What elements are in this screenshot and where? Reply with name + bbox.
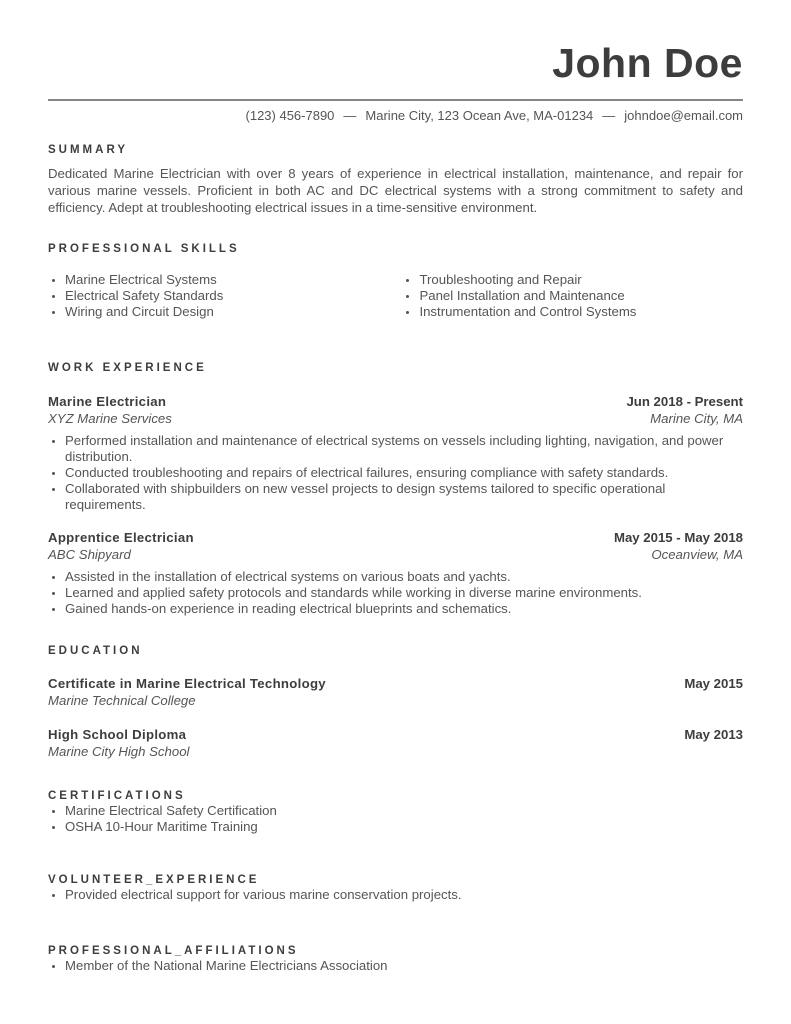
certification-item: • Marine Electrical Safety Certification <box>65 803 743 819</box>
job-bullet-list <box>48 569 743 618</box>
job-subheader <box>48 547 743 563</box>
education-subheader <box>48 693 743 709</box>
volunteer-list <box>48 887 743 903</box>
education-entry <box>48 727 743 760</box>
skill-item: • Instrumentation and Control Systems <box>419 304 743 320</box>
skill-item: • Troubleshooting and Repair <box>419 272 743 288</box>
contact-email: johndoe@email.com <box>624 108 743 124</box>
skill-item: • Marine Electrical Systems <box>65 272 402 288</box>
degree-title: Certificate in Marine Electrical Technology <box>48 676 326 692</box>
contact-separator: — <box>602 108 616 124</box>
degree-date: May 2013 <box>684 727 743 743</box>
affiliations-heading: PROFESSIONAL_AFFILIATIONS <box>48 944 299 957</box>
job-location: Marine City, MA <box>650 410 743 426</box>
job-bullet: • Learned and applied safety protocols and standards while working in diverse marine environments. <box>65 585 743 601</box>
job-bullet-list <box>48 433 743 514</box>
education-entry <box>48 676 743 709</box>
header-divider <box>48 99 743 101</box>
contact-address: Marine City, 123 Ocean Ave, MA-01234 <box>365 108 594 124</box>
skills-heading: PROFESSIONAL SKILLS <box>48 243 240 256</box>
skills-list-right <box>402 272 743 319</box>
skills-list-left <box>48 272 402 319</box>
job-bullet: • Collaborated with shipbuilders on new vessel projects to design systems tailored to specific operational requirements. <box>65 481 743 513</box>
section-experience <box>48 362 743 618</box>
skills-columns <box>48 272 743 319</box>
job-entry <box>48 530 743 618</box>
job-location: Oceanview, MA <box>651 546 743 562</box>
contact-line <box>48 108 743 124</box>
job-subheader <box>48 411 743 427</box>
certifications-list <box>48 803 743 835</box>
certifications-heading: CERTIFICATIONS <box>48 790 186 803</box>
skill-item: • Electrical Safety Standards <box>65 288 402 304</box>
job-bullet: • Conducted troubleshooting and repairs of electrical failures, ensuring compliance with safety standards. <box>65 465 743 481</box>
volunteer-heading: VOLUNTEER_EXPERIENCE <box>48 873 260 886</box>
job-company: ABC Shipyard <box>48 546 131 562</box>
job-bullet: • Performed installation and maintenance of electrical systems on vessels including lighting, navigation, and power distribution. <box>65 433 743 465</box>
job-company: XYZ Marine Services <box>48 410 172 426</box>
job-entry <box>48 394 743 514</box>
section-affiliations <box>48 945 743 974</box>
education-header <box>48 727 743 743</box>
candidate-name: John Doe <box>552 40 743 86</box>
certification-item: • OSHA 10-Hour Maritime Training <box>65 819 743 835</box>
experience-heading: WORK EXPERIENCE <box>48 361 207 374</box>
section-volunteer <box>48 874 743 903</box>
contact-separator: — <box>343 108 357 124</box>
job-dates: Jun 2018 - Present <box>626 393 743 409</box>
skill-item: • Wiring and Circuit Design <box>65 304 402 320</box>
school-name: Marine Technical College <box>48 693 196 709</box>
section-skills <box>48 243 743 319</box>
contact-phone: (123) 456-7890 <box>245 108 335 124</box>
job-title: Apprentice Electrician <box>48 529 194 545</box>
volunteer-item: • Provided electrical support for various marine conservation projects. <box>65 887 743 903</box>
summary-heading: SUMMARY <box>48 144 128 157</box>
section-education <box>48 645 743 760</box>
skill-item: • Panel Installation and Maintenance <box>419 288 743 304</box>
education-subheader <box>48 744 743 760</box>
job-header <box>48 394 743 410</box>
skills-column-left <box>48 272 402 319</box>
section-summary <box>48 144 743 216</box>
degree-date: May 2015 <box>684 676 743 692</box>
school-name: Marine City High School <box>48 744 190 760</box>
section-certifications <box>48 790 743 835</box>
job-header <box>48 530 743 546</box>
skills-column-right <box>402 272 743 319</box>
job-dates: May 2015 - May 2018 <box>613 529 743 545</box>
education-header <box>48 676 743 692</box>
affiliation-item: • Member of the National Marine Electricians Association <box>65 958 743 974</box>
job-title: Marine Electrician <box>48 393 167 409</box>
education-heading: EDUCATION <box>48 645 143 658</box>
degree-title: High School Diploma <box>48 727 187 743</box>
summary-text: Dedicated Marine Electrician with over 8 years of experience in electrical installation, maintenance, and repair for various marine vessels. Proficient in both AC and DC electrical systems with a strong commitment to safety and efficiency. Adept at troubleshooting electrical issues in a time-sensitive environment. <box>48 166 743 215</box>
job-bullet: • Gained hands-on experience in reading electrical blueprints and schematics. <box>65 601 743 617</box>
job-bullet: • Assisted in the installation of electrical systems on various boats and yachts. <box>65 569 743 585</box>
affiliations-list <box>48 958 743 974</box>
